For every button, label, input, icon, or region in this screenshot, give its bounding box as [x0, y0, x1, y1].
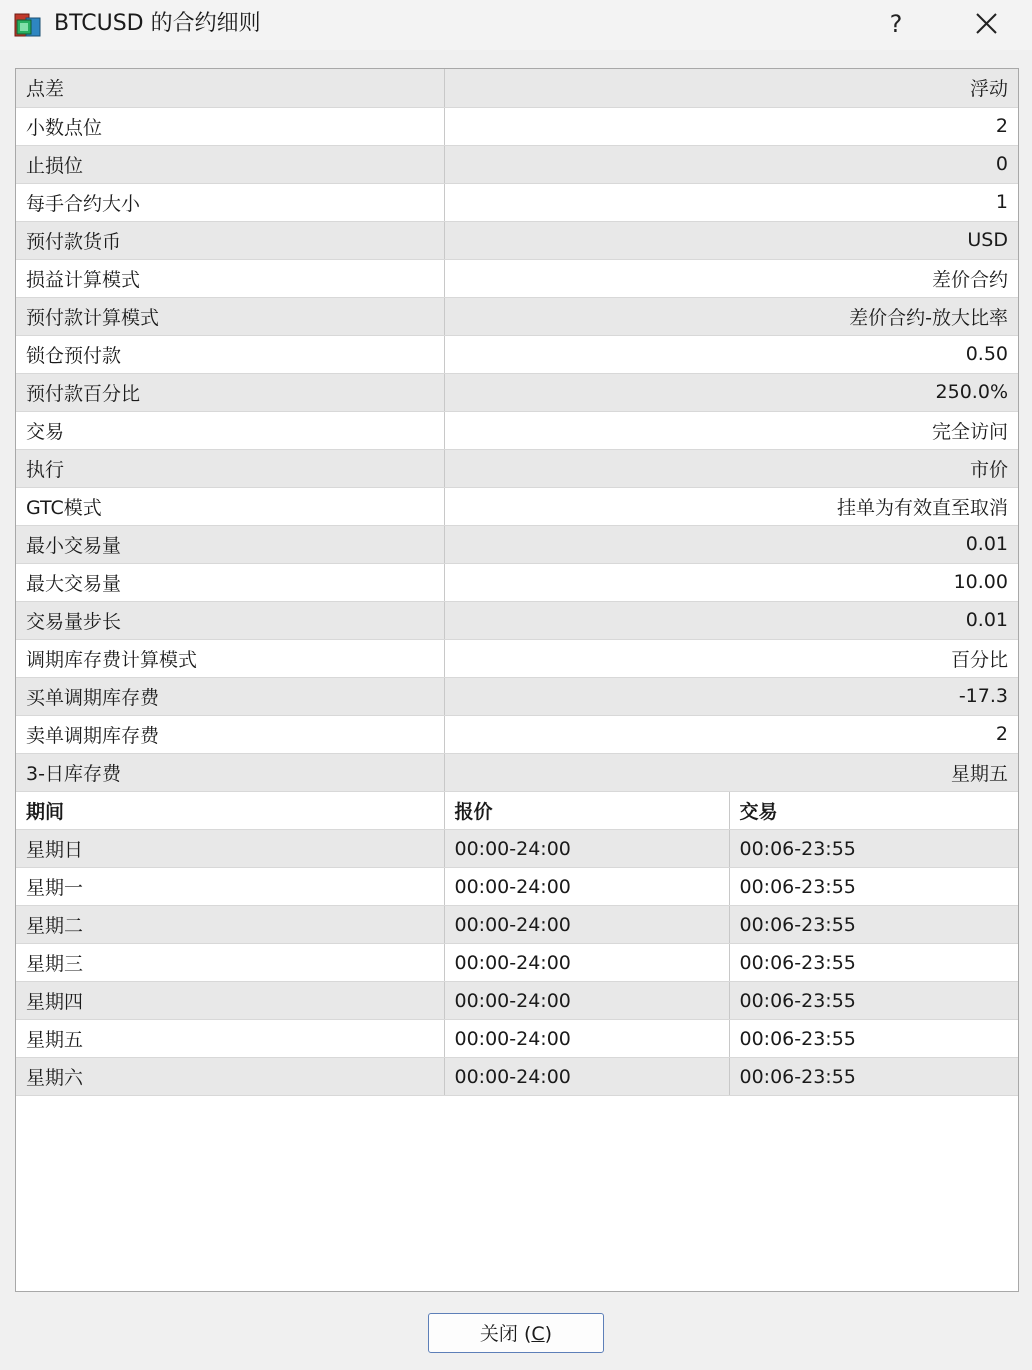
spec-value: 10.00: [444, 563, 1018, 601]
session-day: 星期二: [16, 906, 444, 944]
session-trade: 00:06-23:55: [729, 830, 1018, 868]
spec-row[interactable]: [16, 601, 1018, 639]
spec-value: 0.50: [444, 335, 1018, 373]
session-quote: 00:00-24:00: [444, 1058, 729, 1096]
spec-row[interactable]: [16, 297, 1018, 335]
spec-row[interactable]: [16, 107, 1018, 145]
session-trade: 00:06-23:55: [729, 944, 1018, 982]
header-quote: 报价: [444, 792, 729, 830]
session-day: 星期一: [16, 868, 444, 906]
session-day: 星期四: [16, 982, 444, 1020]
spec-value: 250.0%: [444, 373, 1018, 411]
help-button[interactable]: ?: [889, 10, 903, 38]
spec-label: 交易量步长: [16, 601, 444, 639]
close-button-suffix: ): [544, 1323, 553, 1345]
spec-label: 执行: [16, 449, 444, 487]
spec-value: 2: [444, 715, 1018, 753]
spec-label: 预付款货币: [16, 221, 444, 259]
session-trade: 00:06-23:55: [729, 868, 1018, 906]
session-day: 星期五: [16, 1020, 444, 1058]
spec-list[interactable]: [15, 68, 1019, 1292]
spec-label: 损益计算模式: [16, 259, 444, 297]
session-trade: 00:06-23:55: [729, 906, 1018, 944]
spec-row[interactable]: [16, 411, 1018, 449]
spec-value: 市价: [444, 449, 1018, 487]
spec-value: 百分比: [444, 639, 1018, 677]
spec-row[interactable]: [16, 183, 1018, 221]
spec-row[interactable]: [16, 753, 1018, 791]
spec-value: 1: [444, 183, 1018, 221]
spec-value: 0.01: [444, 601, 1018, 639]
spec-label: 每手合约大小: [16, 183, 444, 221]
spec-label: 预付款百分比: [16, 373, 444, 411]
session-day: 星期日: [16, 830, 444, 868]
session-quote: 00:00-24:00: [444, 944, 729, 982]
spec-row[interactable]: [16, 221, 1018, 259]
session-day: 星期六: [16, 1058, 444, 1096]
header-trade: 交易: [729, 792, 1018, 830]
session-quote: 00:00-24:00: [444, 830, 729, 868]
session-trade: 00:06-23:55: [729, 1058, 1018, 1096]
session-trade: 00:06-23:55: [729, 982, 1018, 1020]
session-trade: 00:06-23:55: [729, 1020, 1018, 1058]
spec-value: 差价合约-放大比率: [444, 297, 1018, 335]
session-row[interactable]: [16, 982, 1018, 1020]
spec-value: 挂单为有效直至取消: [444, 487, 1018, 525]
spec-label: 调期库存费计算模式: [16, 639, 444, 677]
session-table: [16, 792, 1018, 1097]
app-icon: [12, 8, 44, 40]
session-quote: 00:00-24:00: [444, 906, 729, 944]
window-title: BTCUSD 的合约细则: [54, 11, 261, 36]
spec-label: 交易: [16, 411, 444, 449]
spec-label: 预付款计算模式: [16, 297, 444, 335]
spec-value: 浮动: [444, 69, 1018, 107]
spec-label: 最大交易量: [16, 563, 444, 601]
spec-value: 2: [444, 107, 1018, 145]
spec-value: 星期五: [444, 753, 1018, 791]
spec-label: 锁仓预付款: [16, 335, 444, 373]
spec-value: USD: [444, 221, 1018, 259]
spec-row[interactable]: [16, 487, 1018, 525]
spec-row[interactable]: [16, 69, 1018, 107]
spec-row[interactable]: [16, 563, 1018, 601]
spec-label: 小数点位: [16, 107, 444, 145]
spec-label: 最小交易量: [16, 525, 444, 563]
session-row[interactable]: [16, 944, 1018, 982]
close-button-mnemonic: C: [531, 1323, 545, 1345]
spec-row[interactable]: [16, 335, 1018, 373]
spec-row[interactable]: [16, 373, 1018, 411]
spec-value: 0.01: [444, 525, 1018, 563]
spec-row[interactable]: [16, 677, 1018, 715]
session-day: 星期三: [16, 944, 444, 982]
spec-value: 完全访问: [444, 411, 1018, 449]
spec-row[interactable]: [16, 639, 1018, 677]
session-row[interactable]: [16, 830, 1018, 868]
session-quote: 00:00-24:00: [444, 982, 729, 1020]
spec-row[interactable]: [16, 449, 1018, 487]
spec-table: [16, 69, 1018, 792]
spec-value: 差价合约: [444, 259, 1018, 297]
spec-label: 买单调期库存费: [16, 677, 444, 715]
session-quote: 00:00-24:00: [444, 1020, 729, 1058]
title-bar[interactable]: [0, 0, 1032, 50]
spec-row[interactable]: [16, 715, 1018, 753]
session-row[interactable]: [16, 868, 1018, 906]
spec-label: 3-日库存费: [16, 753, 444, 791]
spec-label: 点差: [16, 69, 444, 107]
session-quote: 00:00-24:00: [444, 868, 729, 906]
close-icon[interactable]: [956, 4, 1016, 44]
spec-row[interactable]: [16, 145, 1018, 183]
session-row[interactable]: [16, 1058, 1018, 1096]
header-period: 期间: [16, 792, 444, 830]
spec-label: 止损位: [16, 145, 444, 183]
spec-value: -17.3: [444, 677, 1018, 715]
session-header-row: [16, 792, 1018, 830]
close-button[interactable]: [428, 1313, 604, 1353]
spec-row[interactable]: [16, 525, 1018, 563]
spec-label: GTC模式: [16, 487, 444, 525]
spec-row[interactable]: [16, 259, 1018, 297]
session-row[interactable]: [16, 906, 1018, 944]
spec-label: 卖单调期库存费: [16, 715, 444, 753]
session-row[interactable]: [16, 1020, 1018, 1058]
spec-value: 0: [444, 145, 1018, 183]
close-button-label: 关闭 (: [479, 1323, 532, 1345]
